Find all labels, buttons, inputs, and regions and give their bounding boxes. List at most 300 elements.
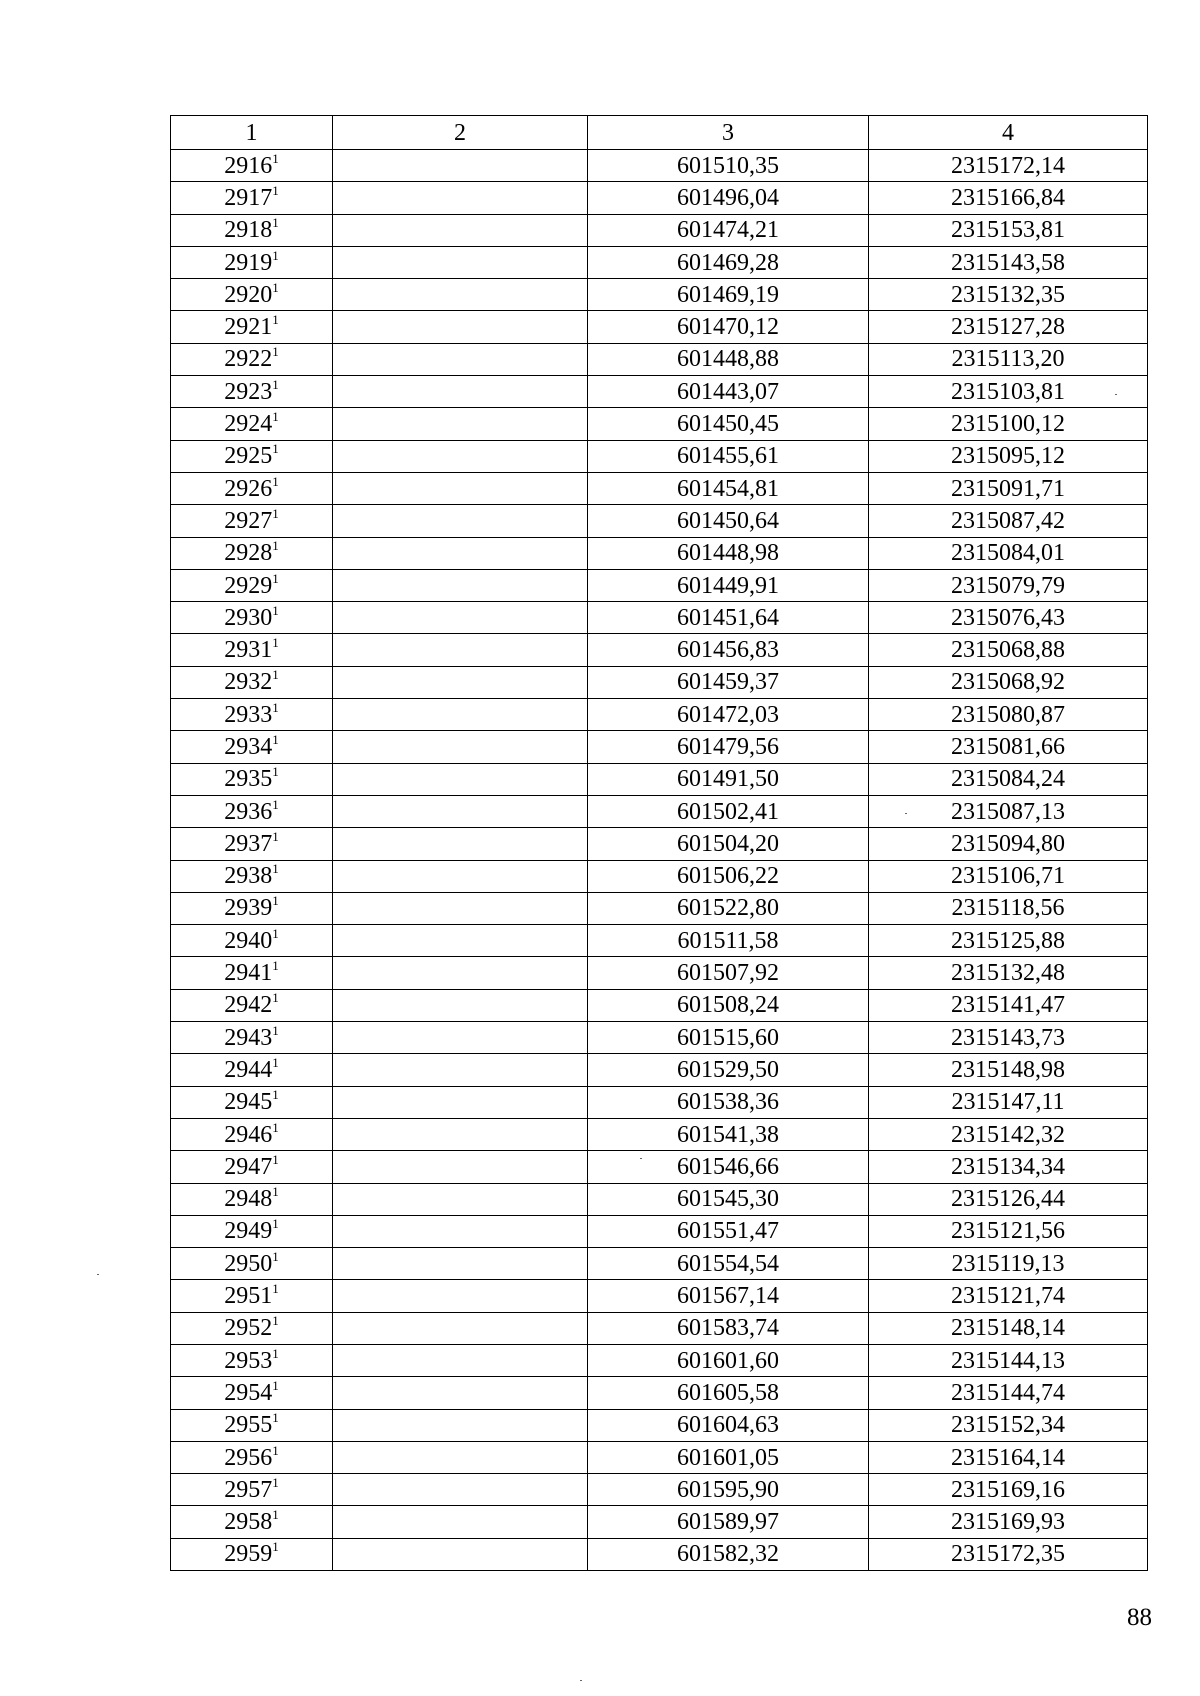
point-suffix: 1 <box>272 1474 279 1490</box>
point-suffix: 1 <box>272 150 279 166</box>
point-number-cell <box>171 343 333 375</box>
description-cell <box>333 795 588 827</box>
table-row <box>171 343 1148 375</box>
x-coordinate-cell: 601510,35 <box>588 150 869 182</box>
description-cell <box>333 828 588 860</box>
description-cell <box>333 1506 588 1538</box>
x-coordinate-cell: 601522,80 <box>588 892 869 924</box>
table-row <box>171 1183 1148 1215</box>
table-row <box>171 763 1148 795</box>
point-suffix: 1 <box>272 1345 279 1361</box>
point-suffix: 1 <box>272 441 279 457</box>
x-coordinate-cell: 601554,54 <box>588 1248 869 1280</box>
description-cell <box>333 505 588 537</box>
point-number-cell <box>171 214 333 246</box>
x-coordinate-cell: 601551,47 <box>588 1215 869 1247</box>
x-coordinate-cell: 601541,38 <box>588 1118 869 1150</box>
x-coordinate-cell: 601601,05 <box>588 1441 869 1473</box>
y-coordinate-cell: 2315076,43 <box>869 602 1148 634</box>
description-cell <box>333 472 588 504</box>
point-number-cell <box>171 182 333 214</box>
point-number-cell <box>171 1538 333 1570</box>
point-suffix: 1 <box>272 473 279 489</box>
point-number-cell <box>171 989 333 1021</box>
point-suffix: 1 <box>272 731 279 747</box>
header-col-3: 3 <box>588 116 869 150</box>
point-number-cell <box>171 957 333 989</box>
description-cell <box>333 440 588 472</box>
point-suffix: 1 <box>272 1539 279 1555</box>
y-coordinate-cell: 2315147,11 <box>869 1086 1148 1118</box>
point-number: 2923 <box>224 378 273 405</box>
y-coordinate-cell: 2315127,28 <box>869 311 1148 343</box>
table-row <box>171 1409 1148 1441</box>
table-row <box>171 408 1148 440</box>
scan-speck <box>580 1680 582 1681</box>
table-row <box>171 1312 1148 1344</box>
x-coordinate-cell: 601449,91 <box>588 569 869 601</box>
x-coordinate-cell: 601451,64 <box>588 602 869 634</box>
description-cell <box>333 699 588 731</box>
y-coordinate-cell: 2315094,80 <box>869 828 1148 860</box>
description-cell <box>333 1409 588 1441</box>
point-number-cell <box>171 1409 333 1441</box>
x-coordinate-cell: 601511,58 <box>588 925 869 957</box>
x-coordinate-cell: 601496,04 <box>588 182 869 214</box>
point-suffix: 1 <box>272 925 279 941</box>
point-number: 2938 <box>224 863 273 890</box>
y-coordinate-cell: 2315087,42 <box>869 505 1148 537</box>
x-coordinate-cell: 601448,88 <box>588 343 869 375</box>
point-number: 2927 <box>224 507 273 534</box>
y-coordinate-cell: 2315166,84 <box>869 182 1148 214</box>
y-coordinate-cell: 2315119,13 <box>869 1248 1148 1280</box>
point-suffix: 1 <box>272 602 279 618</box>
point-number: 2920 <box>224 281 273 308</box>
scan-speck <box>640 1158 642 1159</box>
description-cell <box>333 989 588 1021</box>
table-header <box>171 116 1148 150</box>
x-coordinate-cell: 601474,21 <box>588 214 869 246</box>
point-number-cell <box>171 925 333 957</box>
table-row <box>171 246 1148 278</box>
x-coordinate-cell: 601582,32 <box>588 1538 869 1570</box>
scan-speck <box>97 1274 99 1275</box>
x-coordinate-cell: 601469,19 <box>588 279 869 311</box>
y-coordinate-cell: 2315148,14 <box>869 1312 1148 1344</box>
point-number: 2953 <box>224 1347 273 1374</box>
page-number: 88 <box>1127 1604 1152 1631</box>
y-coordinate-cell: 2315100,12 <box>869 408 1148 440</box>
point-number-cell <box>171 1086 333 1118</box>
point-suffix: 1 <box>272 1216 279 1232</box>
point-number-cell <box>171 1183 333 1215</box>
description-cell <box>333 892 588 924</box>
y-coordinate-cell: 2315144,13 <box>869 1344 1148 1376</box>
y-coordinate-cell: 2315132,35 <box>869 279 1148 311</box>
point-number: 2943 <box>224 1024 273 1051</box>
point-number: 2926 <box>224 475 273 502</box>
point-number-cell <box>171 602 333 634</box>
description-cell <box>333 731 588 763</box>
point-number: 2928 <box>224 540 273 567</box>
description-cell <box>333 1377 588 1409</box>
point-number-cell <box>171 699 333 731</box>
y-coordinate-cell: 2315103,81 <box>869 376 1148 408</box>
table-row <box>171 182 1148 214</box>
point-number-cell <box>171 1022 333 1054</box>
y-coordinate-cell: 2315132,48 <box>869 957 1148 989</box>
y-coordinate-cell: 2315068,88 <box>869 634 1148 666</box>
header-col-1: 1 <box>171 116 333 150</box>
x-coordinate-cell: 601450,64 <box>588 505 869 537</box>
table-row <box>171 537 1148 569</box>
description-cell <box>333 1312 588 1344</box>
point-suffix: 1 <box>272 409 279 425</box>
table-row <box>171 214 1148 246</box>
description-cell <box>333 1054 588 1086</box>
table-row <box>171 957 1148 989</box>
description-cell <box>333 1215 588 1247</box>
point-number-cell <box>171 892 333 924</box>
point-number-cell <box>171 279 333 311</box>
point-suffix: 1 <box>272 1022 279 1038</box>
x-coordinate-cell: 601529,50 <box>588 1054 869 1086</box>
point-suffix: 1 <box>272 1410 279 1426</box>
point-suffix: 1 <box>272 1442 279 1458</box>
table-row <box>171 1086 1148 1118</box>
point-number: 2930 <box>224 604 273 631</box>
y-coordinate-cell: 2315169,93 <box>869 1506 1148 1538</box>
y-coordinate-cell: 2315068,92 <box>869 666 1148 698</box>
y-coordinate-cell: 2315148,98 <box>869 1054 1148 1086</box>
point-number-cell <box>171 1118 333 1150</box>
x-coordinate-cell: 601507,92 <box>588 957 869 989</box>
point-number: 2951 <box>224 1283 273 1310</box>
description-cell <box>333 602 588 634</box>
point-number-cell <box>171 1506 333 1538</box>
description-cell <box>333 925 588 957</box>
point-number-cell <box>171 795 333 827</box>
point-number-cell <box>171 1151 333 1183</box>
point-number-cell <box>171 763 333 795</box>
y-coordinate-cell: 2315169,16 <box>869 1474 1148 1506</box>
table-row <box>171 731 1148 763</box>
y-coordinate-cell: 2315079,79 <box>869 569 1148 601</box>
point-number-cell <box>171 1280 333 1312</box>
x-coordinate-cell: 601506,22 <box>588 860 869 892</box>
header-col-4: 4 <box>869 116 1148 150</box>
table-row <box>171 795 1148 827</box>
point-suffix: 1 <box>272 1507 279 1523</box>
y-coordinate-cell: 2315172,35 <box>869 1538 1148 1570</box>
x-coordinate-cell: 601504,20 <box>588 828 869 860</box>
table-row <box>171 1022 1148 1054</box>
y-coordinate-cell: 2315125,88 <box>869 925 1148 957</box>
y-coordinate-cell: 2315153,81 <box>869 214 1148 246</box>
point-number: 2956 <box>224 1444 273 1471</box>
point-number-cell <box>171 150 333 182</box>
x-coordinate-cell: 601545,30 <box>588 1183 869 1215</box>
description-cell <box>333 246 588 278</box>
point-number-cell <box>171 505 333 537</box>
description-cell <box>333 1474 588 1506</box>
y-coordinate-cell: 2315143,73 <box>869 1022 1148 1054</box>
point-number: 2955 <box>224 1412 273 1439</box>
y-coordinate-cell: 2315113,20 <box>869 343 1148 375</box>
point-number-cell <box>171 569 333 601</box>
point-suffix: 1 <box>272 1281 279 1297</box>
point-suffix: 1 <box>272 667 279 683</box>
table-row <box>171 602 1148 634</box>
y-coordinate-cell: 2315095,12 <box>869 440 1148 472</box>
x-coordinate-cell: 601450,45 <box>588 408 869 440</box>
point-suffix: 1 <box>272 1313 279 1329</box>
table-row <box>171 892 1148 924</box>
table-row <box>171 1248 1148 1280</box>
table-row <box>171 1054 1148 1086</box>
description-cell <box>333 311 588 343</box>
point-suffix: 1 <box>272 182 279 198</box>
point-number: 2916 <box>224 152 273 179</box>
description-cell <box>333 1151 588 1183</box>
x-coordinate-cell: 601595,90 <box>588 1474 869 1506</box>
table-row <box>171 1280 1148 1312</box>
point-suffix: 1 <box>272 279 279 295</box>
point-suffix: 1 <box>272 1377 279 1393</box>
x-coordinate-cell: 601515,60 <box>588 1022 869 1054</box>
description-cell <box>333 957 588 989</box>
x-coordinate-cell: 601604,63 <box>588 1409 869 1441</box>
x-coordinate-cell: 601601,60 <box>588 1344 869 1376</box>
table-row <box>171 1506 1148 1538</box>
x-coordinate-cell: 601454,81 <box>588 472 869 504</box>
description-cell <box>333 182 588 214</box>
point-number: 2945 <box>224 1089 273 1116</box>
description-cell <box>333 569 588 601</box>
point-number: 2954 <box>224 1379 273 1406</box>
point-number-cell <box>171 537 333 569</box>
point-number: 2932 <box>224 669 273 696</box>
table-row <box>171 1215 1148 1247</box>
point-number: 2942 <box>224 992 273 1019</box>
point-number: 2921 <box>224 314 273 341</box>
x-coordinate-cell: 601508,24 <box>588 989 869 1021</box>
point-suffix: 1 <box>272 344 279 360</box>
point-suffix: 1 <box>272 893 279 909</box>
point-number: 2958 <box>224 1509 273 1536</box>
table-row <box>171 505 1148 537</box>
coordinates-table <box>170 115 1148 1571</box>
scan-speck <box>905 813 907 814</box>
description-cell <box>333 376 588 408</box>
y-coordinate-cell: 2315164,14 <box>869 1441 1148 1473</box>
y-coordinate-cell: 2315084,01 <box>869 537 1148 569</box>
x-coordinate-cell: 601469,28 <box>588 246 869 278</box>
x-coordinate-cell: 601456,83 <box>588 634 869 666</box>
point-number: 2917 <box>224 184 273 211</box>
description-cell <box>333 1183 588 1215</box>
table-row <box>171 472 1148 504</box>
y-coordinate-cell: 2315080,87 <box>869 699 1148 731</box>
table-row <box>171 989 1148 1021</box>
x-coordinate-cell: 601448,98 <box>588 537 869 569</box>
point-number: 2936 <box>224 798 273 825</box>
point-number-cell <box>171 666 333 698</box>
description-cell <box>333 279 588 311</box>
point-number-cell <box>171 1312 333 1344</box>
x-coordinate-cell: 601589,97 <box>588 1506 869 1538</box>
point-number-cell <box>171 1054 333 1086</box>
x-coordinate-cell: 601583,74 <box>588 1312 869 1344</box>
description-cell <box>333 1118 588 1150</box>
point-suffix: 1 <box>272 376 279 392</box>
description-cell <box>333 214 588 246</box>
point-suffix: 1 <box>272 1184 279 1200</box>
y-coordinate-cell: 2315081,66 <box>869 731 1148 763</box>
point-suffix: 1 <box>272 764 279 780</box>
point-number: 2959 <box>224 1541 273 1568</box>
point-number-cell <box>171 376 333 408</box>
point-number: 2939 <box>224 895 273 922</box>
table-row <box>171 569 1148 601</box>
x-coordinate-cell: 601455,61 <box>588 440 869 472</box>
description-cell <box>333 1022 588 1054</box>
description-cell <box>333 763 588 795</box>
description-cell <box>333 343 588 375</box>
table-row <box>171 699 1148 731</box>
point-number-cell <box>171 440 333 472</box>
description-cell <box>333 1280 588 1312</box>
point-number: 2957 <box>224 1476 273 1503</box>
point-number: 2950 <box>224 1250 273 1277</box>
table-row <box>171 1441 1148 1473</box>
y-coordinate-cell: 2315121,74 <box>869 1280 1148 1312</box>
point-number: 2924 <box>224 411 273 438</box>
point-number: 2933 <box>224 701 273 728</box>
point-number: 2941 <box>224 960 273 987</box>
point-number-cell <box>171 472 333 504</box>
table-row <box>171 1474 1148 1506</box>
y-coordinate-cell: 2315121,56 <box>869 1215 1148 1247</box>
description-cell <box>333 634 588 666</box>
point-number: 2918 <box>224 217 273 244</box>
point-number-cell <box>171 860 333 892</box>
y-coordinate-cell: 2315142,32 <box>869 1118 1148 1150</box>
y-coordinate-cell: 2315106,71 <box>869 860 1148 892</box>
point-number-cell <box>171 1215 333 1247</box>
point-suffix: 1 <box>272 1151 279 1167</box>
point-suffix: 1 <box>272 1087 279 1103</box>
point-number-cell <box>171 1344 333 1376</box>
table-row <box>171 1538 1148 1570</box>
x-coordinate-cell: 601459,37 <box>588 666 869 698</box>
description-cell <box>333 860 588 892</box>
table-row <box>171 376 1148 408</box>
x-coordinate-cell: 601546,66 <box>588 1151 869 1183</box>
y-coordinate-cell: 2315087,13 <box>869 795 1148 827</box>
scan-speck <box>1115 394 1117 395</box>
y-coordinate-cell: 2315144,74 <box>869 1377 1148 1409</box>
point-number-cell <box>171 828 333 860</box>
point-suffix: 1 <box>272 538 279 554</box>
point-suffix: 1 <box>272 828 279 844</box>
y-coordinate-cell: 2315091,71 <box>869 472 1148 504</box>
x-coordinate-cell: 601567,14 <box>588 1280 869 1312</box>
point-suffix: 1 <box>272 215 279 231</box>
x-coordinate-cell: 601605,58 <box>588 1377 869 1409</box>
y-coordinate-cell: 2315084,24 <box>869 763 1148 795</box>
point-number: 2929 <box>224 572 273 599</box>
y-coordinate-cell: 2315143,58 <box>869 246 1148 278</box>
point-number-cell <box>171 1474 333 1506</box>
x-coordinate-cell: 601502,41 <box>588 795 869 827</box>
table-row <box>171 860 1148 892</box>
point-number: 2944 <box>224 1056 273 1083</box>
point-suffix: 1 <box>272 312 279 328</box>
point-suffix: 1 <box>272 990 279 1006</box>
y-coordinate-cell: 2315152,34 <box>869 1409 1148 1441</box>
point-number: 2931 <box>224 637 273 664</box>
point-suffix: 1 <box>272 1119 279 1135</box>
point-number: 2946 <box>224 1121 273 1148</box>
x-coordinate-cell: 601470,12 <box>588 311 869 343</box>
y-coordinate-cell: 2315172,14 <box>869 150 1148 182</box>
x-coordinate-cell: 601491,50 <box>588 763 869 795</box>
point-number-cell <box>171 1377 333 1409</box>
table-row <box>171 828 1148 860</box>
table-row <box>171 1344 1148 1376</box>
point-number: 2947 <box>224 1153 273 1180</box>
point-number: 2922 <box>224 346 273 373</box>
x-coordinate-cell: 601443,07 <box>588 376 869 408</box>
description-cell <box>333 1538 588 1570</box>
description-cell <box>333 150 588 182</box>
header-col-2: 2 <box>333 116 588 150</box>
table-row <box>171 1151 1148 1183</box>
table-row <box>171 150 1148 182</box>
point-number: 2949 <box>224 1218 273 1245</box>
table-row <box>171 1377 1148 1409</box>
point-number: 2940 <box>224 927 273 954</box>
point-number-cell <box>171 1248 333 1280</box>
table-row <box>171 666 1148 698</box>
header-row <box>171 116 1148 150</box>
y-coordinate-cell: 2315141,47 <box>869 989 1148 1021</box>
point-suffix: 1 <box>272 635 279 651</box>
description-cell <box>333 1086 588 1118</box>
table-row <box>171 440 1148 472</box>
table-row <box>171 634 1148 666</box>
description-cell <box>333 1248 588 1280</box>
description-cell <box>333 666 588 698</box>
point-suffix: 1 <box>272 861 279 877</box>
description-cell <box>333 1441 588 1473</box>
table-row <box>171 279 1148 311</box>
point-suffix: 1 <box>272 505 279 521</box>
x-coordinate-cell: 601538,36 <box>588 1086 869 1118</box>
point-number: 2952 <box>224 1315 273 1342</box>
description-cell <box>333 537 588 569</box>
point-number-cell <box>171 408 333 440</box>
table-row <box>171 925 1148 957</box>
point-number: 2948 <box>224 1186 273 1213</box>
point-number: 2935 <box>224 766 273 793</box>
x-coordinate-cell: 601479,56 <box>588 731 869 763</box>
y-coordinate-cell: 2315126,44 <box>869 1183 1148 1215</box>
point-number: 2919 <box>224 249 273 276</box>
point-number-cell <box>171 731 333 763</box>
